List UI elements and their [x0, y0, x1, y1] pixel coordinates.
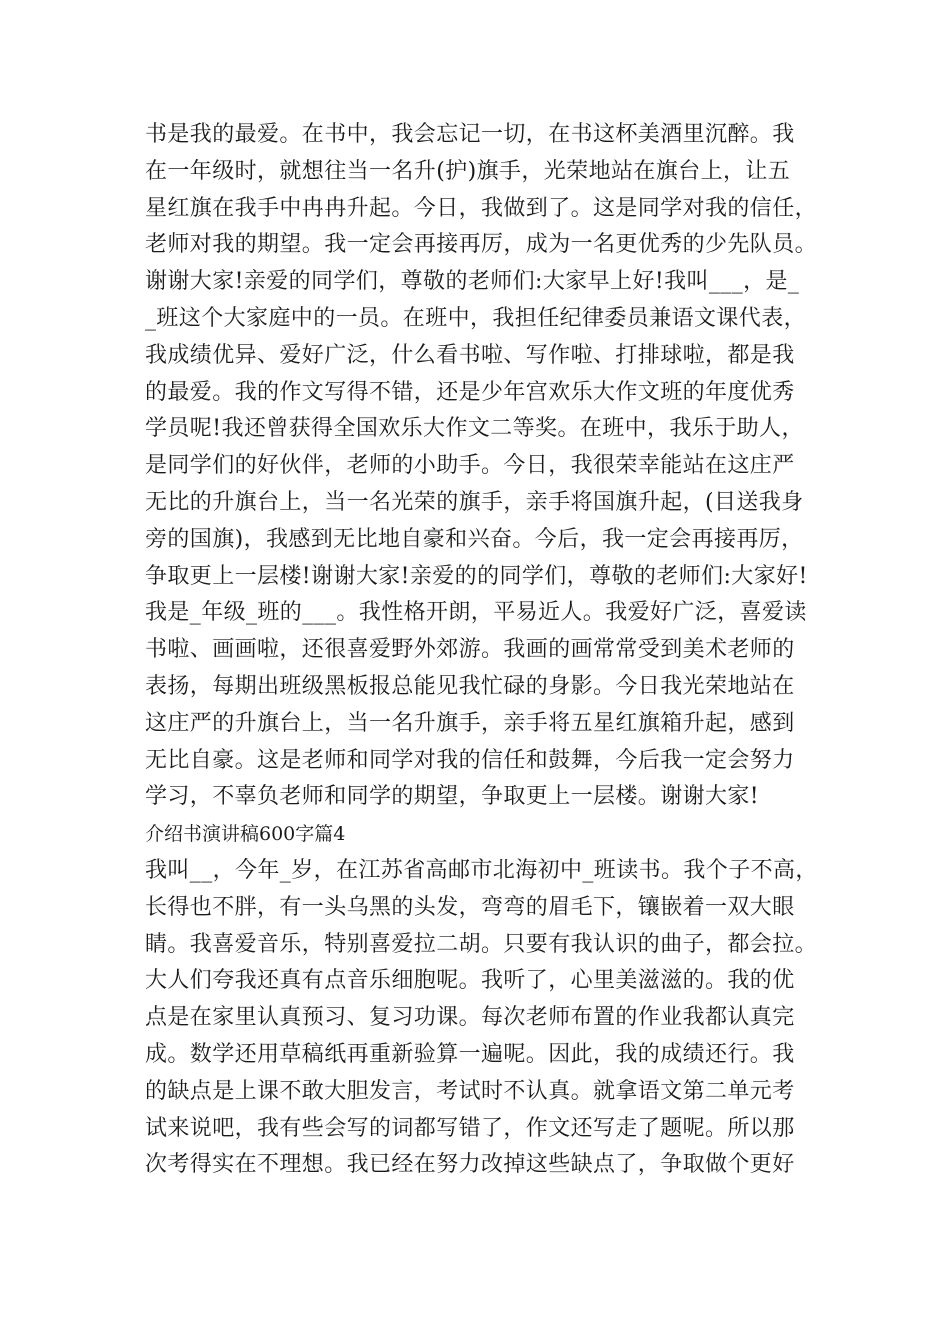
body-text — [145, 117, 835, 1184]
text-line: 书啦、画画啦，还很喜爱野外郊游。我画的画常常受到美术老师的 — [145, 637, 795, 663]
section-heading: 介绍书演讲稿600字篇4 — [145, 823, 346, 846]
text-line: 是同学们的好伙伴，老师的小助手。今日，我很荣幸能站在这庄严 — [145, 453, 795, 479]
text-line: 我是_年级_班的___。我性格开朗，平易近人。我爱好广泛，喜爱读 — [145, 600, 807, 626]
text-line: 星红旗在我手中冉冉升起。今日，我做到了。这是同学对我的信任， — [145, 195, 818, 221]
text-line: 成。数学还用草稿纸再重新验算一遍呢。因此，我的成绩还行。我 — [145, 1041, 795, 1067]
text-line: 我叫__，今年_岁，在江苏省高邮市北海初中_班读书。我个子不高， — [145, 857, 818, 883]
text-line: 谢谢大家!亲爱的同学们，尊敬的老师们:大家早上好!我叫___，是_ — [145, 269, 800, 295]
text-line: 学员呢!我还曾获得全国欢乐大作文二等奖。在班中，我乐于助人， — [145, 416, 804, 442]
text-line: 旁的国旗)，我感到无比地自豪和兴奋。今后，我一定会再接再厉， — [145, 526, 804, 552]
text-line: 无比的升旗台上，当一名光荣的旗手，亲手将国旗升起，(目送我身 — [145, 489, 804, 515]
text-line: _班这个大家庭中的一员。在班中，我担任纪律委员兼语文课代表， — [145, 305, 807, 331]
text-line: 点是在家里认真预习、复习功课。每次老师布置的作业我都认真完 — [145, 1005, 795, 1031]
text-line: 在一年级时，就想往当一名升(护)旗手，光荣地站在旗台上，让五 — [145, 158, 791, 184]
text-line: 老师对我的期望。我一定会再接再厉，成为一名更优秀的少先队员。 — [145, 232, 818, 258]
text-line: 长得也不胖，有一头乌黑的头发，弯弯的眉毛下，镶嵌着一双大眼 — [145, 894, 795, 920]
text-line: 这庄严的升旗台上，当一名升旗手，亲手将五星红旗箱升起，感到 — [145, 710, 795, 736]
text-line: 睛。我喜爱音乐，特别喜爱拉二胡。只要有我认识的曲子，都会拉。 — [145, 931, 818, 957]
text-line: 表扬，每期出班级黑板报总能见我忙碌的身影。今日我光荣地站在 — [145, 673, 795, 699]
text-line: 书是我的最爱。在书中，我会忘记一切，在书这杯美酒里沉醉。我 — [145, 122, 795, 147]
text-line: 试来说吧，我有些会写的词都写错了，作文还写走了题呢。所以那 — [145, 1115, 795, 1141]
text-line: 学习，不辜负老师和同学的期望，争取更上一层楼。谢谢大家! — [145, 784, 760, 810]
text-line: 大人们夸我还真有点音乐细胞呢。我听了，心里美滋滋的。我的优 — [145, 968, 795, 994]
text-line: 无比自豪。这是老师和同学对我的信任和鼓舞，今后我一定会努力 — [145, 747, 795, 773]
text-line: 次考得实在不理想。我已经在努力改掉这些缺点了，争取做个更好 — [145, 1152, 795, 1178]
text-line: 我成绩优异、爱好广泛，什么看书啦、写作啦、打排球啦，都是我 — [145, 342, 795, 368]
text-line: 的最爱。我的作文写得不错，还是少年宫欢乐大作文班的年度优秀 — [145, 379, 795, 405]
text-line: 的缺点是上课不敢大胆发言，考试时不认真。就拿语文第二单元考 — [145, 1078, 795, 1104]
text-line: 争取更上一层楼!谢谢大家!亲爱的的同学们，尊敬的老师们:大家好! — [145, 563, 808, 589]
